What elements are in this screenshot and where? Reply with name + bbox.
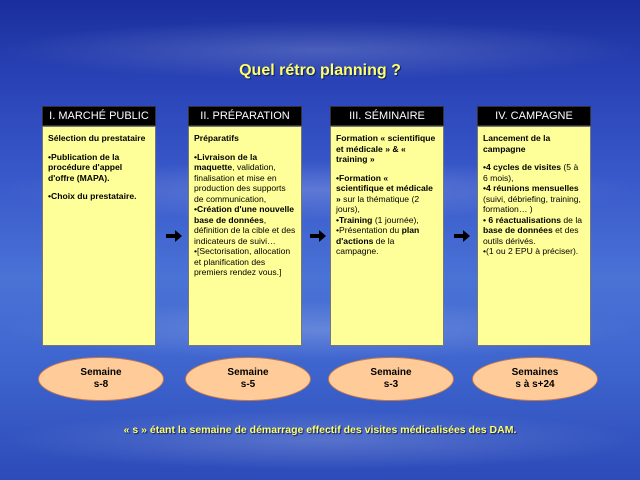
column-item — [483, 133, 585, 154]
text-run: (5 à 6 mois), — [483, 162, 579, 183]
week-ellipse-campagne — [472, 357, 598, 401]
week-value: s-5 — [240, 379, 256, 390]
text-run: base de données — [483, 225, 553, 235]
column-item — [48, 191, 150, 202]
text-run: (suivi, débriefing, training, formation… ) — [483, 193, 581, 214]
week-value: s-3 — [383, 379, 399, 390]
footnote: « s » étant la semaine de démarrage effectif des visites médicalisées des DAM. — [123, 424, 517, 436]
week-label: Semaine — [370, 367, 412, 378]
column-item — [48, 152, 150, 184]
column-preparation — [188, 106, 302, 346]
week-label: Semaine — [80, 367, 122, 378]
column-item — [194, 133, 296, 144]
text-run: •Création d'une nouvelle base de données — [194, 204, 295, 225]
column-body — [188, 126, 302, 346]
week-value: s à s+24 — [515, 379, 555, 390]
text-run: •Formation « scientifique et médicale » — [336, 172, 433, 204]
column-item — [336, 133, 438, 165]
week-ellipse-preparation — [185, 357, 311, 401]
text-run: et des outils dérivés. — [483, 225, 579, 246]
text-run: , validation, finalisation et mise en production des supports de communication, — [194, 162, 286, 204]
column-item — [336, 173, 438, 257]
text-run: de la campagne. — [336, 235, 395, 256]
week-value: s-8 — [93, 379, 109, 390]
text-run: (1 journée), — [372, 214, 419, 225]
column-header: IV. CAMPAGNE — [477, 106, 591, 126]
text-run: Lancement de la campagne — [483, 133, 551, 154]
text-run: •Livraison de la maquette — [194, 151, 258, 172]
text-run: •(1 ou 2 EPU à préciser). — [483, 246, 579, 256]
text-run: Préparatifs — [194, 133, 239, 143]
text-run: • 6 réactualisations — [483, 214, 561, 225]
week-label: Semaine — [227, 367, 269, 378]
text-run: •[Sectorisation, allocation et planification des premiers rendez vous.] — [194, 246, 291, 277]
right-arrow-icon — [166, 230, 182, 242]
column-campagne — [477, 106, 591, 346]
text-run: sur la thématique (2 jours), — [336, 193, 420, 214]
text-run: •Choix du prestataire. — [48, 191, 137, 201]
column-item — [483, 162, 585, 257]
column-header: II. PRÉPARATION — [188, 106, 302, 126]
text-run: •Publication de la procédure d'appel d'offre (MAPA). — [48, 151, 123, 183]
column-item — [48, 133, 150, 144]
text-run: •4 cycles de visites — [483, 162, 562, 172]
right-arrow-icon — [310, 230, 326, 242]
text-run: Sélection du prestataire — [48, 133, 146, 143]
right-arrow-icon — [454, 230, 470, 242]
text-run: , définition de la cible et des indicateurs de suivi… — [194, 214, 296, 246]
column-header: III. SÉMINAIRE — [330, 106, 444, 126]
week-label: Semaines — [511, 367, 559, 378]
text-run: •Présentation du — [336, 225, 402, 235]
column-body — [330, 126, 444, 346]
text-run: Formation « scientifique et médicale » & « training » — [336, 133, 436, 164]
week-ellipse-marche-public — [38, 357, 164, 401]
slide-title: Quel rétro planning ? — [239, 62, 401, 79]
text-run: plan d'actions — [336, 225, 420, 246]
text-run: de la — [561, 214, 583, 225]
column-body — [477, 126, 591, 346]
column-body — [42, 126, 156, 346]
week-ellipse-seminaire — [328, 357, 454, 401]
text-run: •4 réunions mensuelles — [483, 183, 579, 193]
column-header: I. MARCHÉ PUBLIC — [42, 106, 156, 126]
text-run: •Training — [336, 214, 373, 225]
column-seminaire — [330, 106, 444, 346]
column-marche-public — [42, 106, 156, 346]
column-item — [194, 152, 296, 278]
